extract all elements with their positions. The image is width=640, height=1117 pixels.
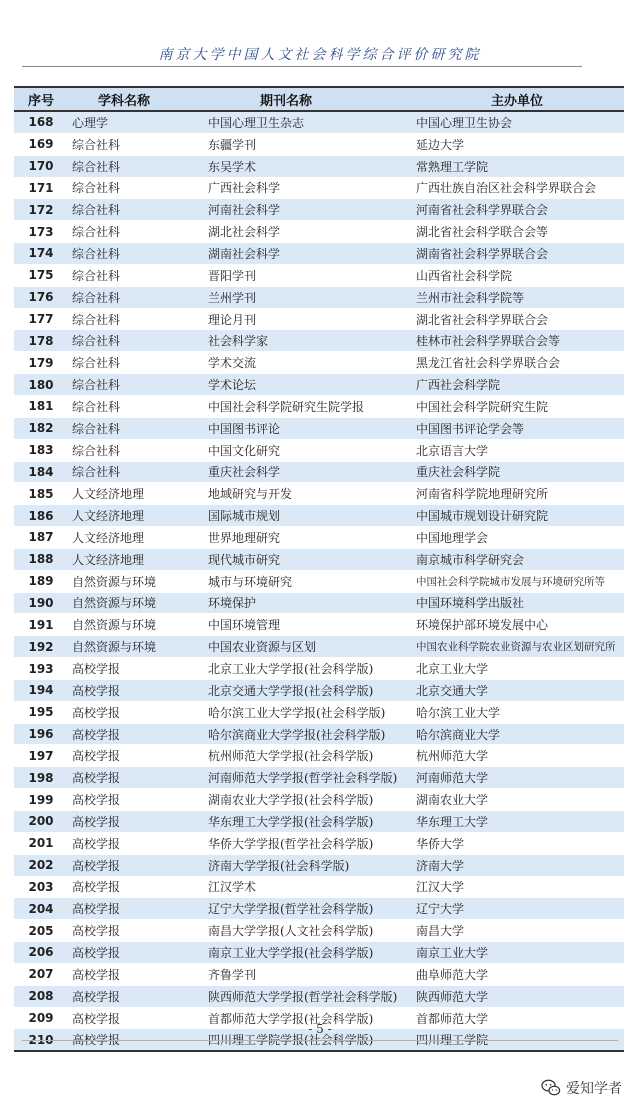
subject-name: 综合社科 (68, 243, 200, 265)
table-row (14, 723, 624, 745)
table-row (14, 811, 624, 833)
subject-name: 高校学报 (68, 920, 200, 942)
row-number: 173 (14, 221, 68, 243)
table-row (14, 701, 624, 723)
row-number: 199 (14, 789, 68, 811)
table-row (14, 854, 624, 876)
table-row (14, 942, 624, 964)
subject-name: 综合社科 (68, 417, 200, 439)
subject-name: 高校学报 (68, 679, 200, 701)
sponsor-name: 中国社会科学院研究生院 (406, 395, 624, 417)
journal-name: 中国图书评论 (200, 417, 406, 439)
table-row (14, 745, 624, 767)
row-number: 198 (14, 767, 68, 789)
row-number: 200 (14, 811, 68, 833)
row-number: 205 (14, 920, 68, 942)
journal-name: 四川理工学院学报(社会科学版) (200, 1029, 406, 1051)
journal-name: 河南师范大学学报(哲学社会科学版) (200, 767, 406, 789)
row-number: 174 (14, 243, 68, 265)
sponsor-name: 河南省社会科学界联合会 (406, 199, 624, 221)
subject-name: 综合社科 (68, 374, 200, 396)
journal-name: 南昌大学学报(人文社会科学版) (200, 920, 406, 942)
journal-name: 辽宁大学学报(哲学社会科学版) (200, 898, 406, 920)
sponsor-name: 中国环境科学出版社 (406, 592, 624, 614)
subject-name: 综合社科 (68, 395, 200, 417)
sponsor-name: 桂林市社会科学界联合会等 (406, 330, 624, 352)
row-number: 206 (14, 942, 68, 964)
journal-name: 现代城市研究 (200, 548, 406, 570)
journal-name: 中国环境管理 (200, 614, 406, 636)
row-number: 170 (14, 155, 68, 177)
row-number: 210 (14, 1029, 68, 1051)
row-number: 184 (14, 461, 68, 483)
subject-name: 自然资源与环境 (68, 614, 200, 636)
table-row (14, 483, 624, 505)
subject-name: 高校学报 (68, 658, 200, 680)
subject-name: 高校学报 (68, 723, 200, 745)
table-row (14, 374, 624, 396)
journal-name: 中国文化研究 (200, 439, 406, 461)
subject-name: 自然资源与环境 (68, 592, 200, 614)
sponsor-name: 河南师范大学 (406, 767, 624, 789)
row-number: 180 (14, 374, 68, 396)
row-number: 187 (14, 527, 68, 549)
table-row (14, 352, 624, 374)
journal-name: 重庆社会科学 (200, 461, 406, 483)
subject-name: 综合社科 (68, 330, 200, 352)
sponsor-name: 湖南省社会科学界联合会 (406, 243, 624, 265)
column-header-subject: 学科名称 (68, 87, 200, 111)
table-row (14, 199, 624, 221)
journal-name: 东吴学术 (200, 155, 406, 177)
journal-table (14, 86, 624, 1052)
journal-name: 华侨大学学报(哲学社会科学版) (200, 832, 406, 854)
subject-name: 心理学 (68, 111, 200, 133)
journal-name: 社会科学家 (200, 330, 406, 352)
table-row (14, 636, 624, 658)
subject-name: 高校学报 (68, 767, 200, 789)
table-row (14, 614, 624, 636)
journal-name: 北京交通大学学报(社会科学版) (200, 679, 406, 701)
journal-name: 中国社会科学院研究生院学报 (200, 395, 406, 417)
table-row (14, 767, 624, 789)
sponsor-name: 黑龙江省社会科学界联合会 (406, 352, 624, 374)
journal-name: 哈尔滨商业大学学报(社会科学版) (200, 723, 406, 745)
subject-name: 自然资源与环境 (68, 636, 200, 658)
table-row (14, 876, 624, 898)
journal-name: 广西社会科学 (200, 177, 406, 199)
table-row (14, 898, 624, 920)
sponsor-name: 常熟理工学院 (406, 155, 624, 177)
row-number: 194 (14, 679, 68, 701)
table-row (14, 330, 624, 352)
sponsor-name: 辽宁大学 (406, 898, 624, 920)
subject-name: 综合社科 (68, 286, 200, 308)
row-number: 202 (14, 854, 68, 876)
subject-name: 高校学报 (68, 745, 200, 767)
subject-name: 综合社科 (68, 177, 200, 199)
journal-name: 河南社会科学 (200, 199, 406, 221)
table-row (14, 417, 624, 439)
row-number: 208 (14, 985, 68, 1007)
journal-name: 理论月刊 (200, 308, 406, 330)
column-header-sponsor: 主办单位 (406, 87, 624, 111)
table-row (14, 658, 624, 680)
row-number: 190 (14, 592, 68, 614)
row-number: 196 (14, 723, 68, 745)
subject-name: 高校学报 (68, 854, 200, 876)
row-number: 182 (14, 417, 68, 439)
sponsor-name: 哈尔滨工业大学 (406, 701, 624, 723)
journal-name: 哈尔滨工业大学学报(社会科学版) (200, 701, 406, 723)
subject-name: 高校学报 (68, 832, 200, 854)
journal-name: 南京工业大学学报(社会科学版) (200, 942, 406, 964)
table-row (14, 439, 624, 461)
sponsor-name: 河南省科学院地理研究所 (406, 483, 624, 505)
row-number: 207 (14, 963, 68, 985)
journal-name: 国际城市规划 (200, 505, 406, 527)
journal-name: 齐鲁学刊 (200, 963, 406, 985)
table-row (14, 832, 624, 854)
row-number: 176 (14, 286, 68, 308)
page-header-title: 南京大学中国人文社会科学综合评价研究院 (158, 47, 482, 63)
row-number: 203 (14, 876, 68, 898)
row-number: 168 (14, 111, 68, 133)
sponsor-name: 济南大学 (406, 854, 624, 876)
journal-name: 济南大学学报(社会科学版) (200, 854, 406, 876)
row-number: 195 (14, 701, 68, 723)
column-header-journal: 期刊名称 (200, 87, 406, 111)
table-row (14, 395, 624, 417)
wechat-icon (541, 1079, 561, 1097)
row-number: 185 (14, 483, 68, 505)
journal-name: 学术论坛 (200, 374, 406, 396)
journal-name: 北京工业大学学报(社会科学版) (200, 658, 406, 680)
subject-name: 高校学报 (68, 898, 200, 920)
row-number: 191 (14, 614, 68, 636)
sponsor-name: 南京工业大学 (406, 942, 624, 964)
subject-name: 高校学报 (68, 789, 200, 811)
row-number: 178 (14, 330, 68, 352)
sponsor-name: 北京工业大学 (406, 658, 624, 680)
sponsor-name: 江汉大学 (406, 876, 624, 898)
journal-name: 晋阳学刊 (200, 264, 406, 286)
journal-name: 华东理工大学学报(社会科学版) (200, 811, 406, 833)
table-row (14, 264, 624, 286)
journal-name: 城市与环境研究 (200, 570, 406, 592)
row-number: 204 (14, 898, 68, 920)
subject-name: 高校学报 (68, 811, 200, 833)
journal-name: 湖南农业大学学报(社会科学版) (200, 789, 406, 811)
sponsor-name: 北京交通大学 (406, 679, 624, 701)
journal-name: 江汉学术 (200, 876, 406, 898)
table-row (14, 221, 624, 243)
header-divider (22, 66, 582, 67)
subject-name: 人文经济地理 (68, 483, 200, 505)
row-number: 177 (14, 308, 68, 330)
subject-name: 高校学报 (68, 1007, 200, 1029)
sponsor-name: 中国城市规划设计研究院 (406, 505, 624, 527)
row-number: 172 (14, 199, 68, 221)
subject-name: 高校学报 (68, 876, 200, 898)
journal-name: 东疆学刊 (200, 133, 406, 155)
row-number: 192 (14, 636, 68, 658)
journal-name: 地域研究与开发 (200, 483, 406, 505)
row-number: 193 (14, 658, 68, 680)
table-row (14, 527, 624, 549)
sponsor-name: 环境保护部环境发展中心 (406, 614, 624, 636)
sponsor-name: 中国心理卫生协会 (406, 111, 624, 133)
sponsor-name: 南昌大学 (406, 920, 624, 942)
sponsor-name: 华东理工大学 (406, 811, 624, 833)
table-row (14, 177, 624, 199)
subject-name: 高校学报 (68, 1029, 200, 1051)
row-number: 197 (14, 745, 68, 767)
column-header-number: 序号 (14, 87, 68, 111)
sponsor-name: 四川理工学院 (406, 1029, 624, 1051)
sponsor-name: 山西省社会科学院 (406, 264, 624, 286)
watermark-text: 爱知学者 (566, 1081, 622, 1097)
table-row (14, 308, 624, 330)
table-row (14, 155, 624, 177)
table-row (14, 985, 624, 1007)
page-number: - 5 - (308, 1022, 332, 1036)
sponsor-name: 陕西师范大学 (406, 985, 624, 1007)
row-number: 186 (14, 505, 68, 527)
row-number: 169 (14, 133, 68, 155)
journal-name: 湖南社会科学 (200, 243, 406, 265)
journal-name: 学术交流 (200, 352, 406, 374)
row-number: 183 (14, 439, 68, 461)
subject-name: 综合社科 (68, 199, 200, 221)
subject-name: 综合社科 (68, 264, 200, 286)
row-number: 201 (14, 832, 68, 854)
journal-name: 首都师范大学学报(社会科学版) (200, 1007, 406, 1029)
subject-name: 高校学报 (68, 963, 200, 985)
journal-name: 环境保护 (200, 592, 406, 614)
table-row (14, 286, 624, 308)
subject-name: 自然资源与环境 (68, 570, 200, 592)
journal-name: 中国心理卫生杂志 (200, 111, 406, 133)
subject-name: 人文经济地理 (68, 548, 200, 570)
sponsor-name: 中国图书评论学会等 (406, 417, 624, 439)
row-number: 188 (14, 548, 68, 570)
subject-name: 综合社科 (68, 439, 200, 461)
table-row (14, 243, 624, 265)
sponsor-name: 广西壮族自治区社会科学界联合会 (406, 177, 624, 199)
table-row (14, 548, 624, 570)
table-row (14, 679, 624, 701)
subject-name: 综合社科 (68, 308, 200, 330)
subject-name: 综合社科 (68, 155, 200, 177)
sponsor-name: 湖北省社会科学联合会等 (406, 221, 624, 243)
sponsor-name: 中国地理学会 (406, 527, 624, 549)
subject-name: 综合社科 (68, 461, 200, 483)
sponsor-name: 延边大学 (406, 133, 624, 155)
sponsor-name: 哈尔滨商业大学 (406, 723, 624, 745)
sponsor-name: 首都师范大学 (406, 1007, 624, 1029)
sponsor-name: 湖南农业大学 (406, 789, 624, 811)
table-row (14, 461, 624, 483)
subject-name: 综合社科 (68, 352, 200, 374)
sponsor-name: 曲阜师范大学 (406, 963, 624, 985)
table-row (14, 920, 624, 942)
table-row (14, 963, 624, 985)
row-number: 181 (14, 395, 68, 417)
journal-name: 湖北社会科学 (200, 221, 406, 243)
sponsor-name: 兰州市社会科学院等 (406, 286, 624, 308)
journal-name: 中国农业资源与区划 (200, 636, 406, 658)
sponsor-name: 中国社会科学院城市发展与环境研究所等 (406, 570, 624, 592)
sponsor-name: 湖北省社会科学界联合会 (406, 308, 624, 330)
row-number: 209 (14, 1007, 68, 1029)
subject-name: 高校学报 (68, 701, 200, 723)
journal-name: 陕西师范大学学报(哲学社会科学版) (200, 985, 406, 1007)
row-number: 175 (14, 264, 68, 286)
table-row (14, 592, 624, 614)
subject-name: 高校学报 (68, 985, 200, 1007)
subject-name: 人文经济地理 (68, 527, 200, 549)
footer-divider (22, 1040, 618, 1041)
sponsor-name: 北京语言大学 (406, 439, 624, 461)
row-number: 179 (14, 352, 68, 374)
table-row (14, 789, 624, 811)
journal-name: 杭州师范大学学报(社会科学版) (200, 745, 406, 767)
table-row (14, 111, 624, 133)
sponsor-name: 中国农业科学院农业资源与农业区划研究所 (406, 636, 624, 658)
table-row (14, 133, 624, 155)
table-body (14, 111, 624, 1051)
sponsor-name: 杭州师范大学 (406, 745, 624, 767)
table-header-row (14, 87, 624, 111)
subject-name: 高校学报 (68, 942, 200, 964)
subject-name: 综合社科 (68, 221, 200, 243)
sponsor-name: 华侨大学 (406, 832, 624, 854)
sponsor-name: 重庆社会科学院 (406, 461, 624, 483)
journal-name: 兰州学刊 (200, 286, 406, 308)
row-number: 189 (14, 570, 68, 592)
row-number: 171 (14, 177, 68, 199)
journal-name: 世界地理研究 (200, 527, 406, 549)
subject-name: 人文经济地理 (68, 505, 200, 527)
table-row (14, 505, 624, 527)
sponsor-name: 广西社会科学院 (406, 374, 624, 396)
watermark (541, 1078, 622, 1098)
subject-name: 综合社科 (68, 133, 200, 155)
sponsor-name: 南京城市科学研究会 (406, 548, 624, 570)
table-row (14, 570, 624, 592)
